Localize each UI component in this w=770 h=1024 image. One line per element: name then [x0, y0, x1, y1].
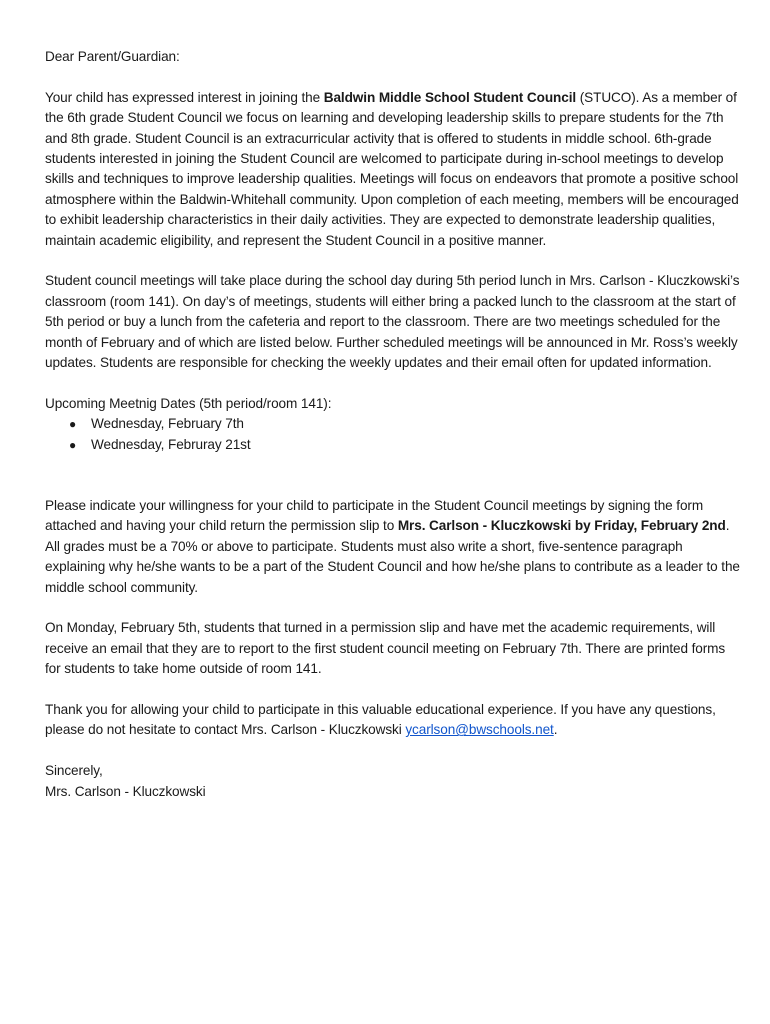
permission-text-end: . All grades must be a 70% or above to participate. Students must also write a short, five-sentence paragraph explaining why he/she wants to be a part of the Student Council and how he/she plans to contribute as a leader to the middle school community.	[45, 518, 740, 595]
thanks-text: Thank you for allowing your child to participate in this valuable educational experience. If you have any questions, please do not hesitate to contact Mrs. Carlson - Kluczkowski	[45, 701, 716, 738]
signature-name: Mrs. Carlson - Kluczkowski	[45, 783, 206, 799]
list-item	[45, 414, 740, 434]
contact-email-link[interactable]: ycarlson@bwschools.net	[405, 722, 554, 738]
meetings-paragraph: Student council meetings will take place during the school day during 5th period lunch in Mrs. Carlson - Kluczkowski’s classroom (room 141). On day’s of meetings, students will either bring a packed lunch to the classroom at the start of 5th period or buy a lunch from the cafeteria and report to the classroom. There are two meetings scheduled for the month of February and of which are listed below. Further scheduled meetings will be announced in Mr. Ross’s weekly updates. Students are responsible for checking the weekly updates and their email often for updated information.	[45, 273, 740, 371]
dates-heading: Upcoming Meetnig Dates (5th period/room 141):	[45, 395, 332, 411]
meeting-dates-list	[45, 414, 740, 455]
permission-deadline: Mrs. Carlson - Kluczkowski by Friday, February 2nd	[397, 518, 726, 534]
notification-paragraph: On Monday, February 5th, students that turned in a permission slip and have met the academic requirements, will receive an email that they are to report to the first student council meeting on February 7th. There are printed forms for students to take home outside of room 141.	[45, 620, 726, 677]
intro-text-start: Your child has expressed interest in joining the	[45, 89, 324, 105]
list-item	[45, 435, 740, 455]
meeting-date: Wednesday, Februray 21st	[91, 436, 251, 452]
thanks-paragraph	[45, 700, 740, 741]
intro-text-end: (STUCO). As a member of the 6th grade Student Council we focus on learning and developing leadership skills to prepare students for the 7th and 8th grade. Student Council is an extracurricular activity that is offered to students in middle school. 6th-grade students interested in joining the Student Council are welcomed to participate during in-school meetings to develop skills and techniques to improve leadership qualities. Meetings will focus on endeavors that promote a positive school atmosphere within the Baldwin-Whitehall community. Upon completion of each meeting, members will be encouraged to exhibit leadership characteristics in their daily activities. They are expected to demonstrate leadership qualities, maintain academic eligibility, and represent the Student Council in a positive manner.	[45, 89, 739, 248]
school-council-name: Baldwin Middle School Student Council	[323, 89, 577, 105]
salutation: Dear Parent/Guardian:	[45, 49, 180, 64]
thanks-text-end: .	[553, 722, 558, 738]
intro-paragraph	[45, 88, 740, 251]
permission-text-start: Please indicate your willingness for your child to participate in the Student Council meetings by signing the form attached and having your child return the permission slip to	[45, 497, 704, 534]
closing: Sincerely,	[45, 763, 103, 779]
meeting-date: Wednesday, February 7th	[91, 416, 244, 432]
bullet-icon: ●	[69, 437, 77, 452]
bullet-icon: ●	[69, 417, 77, 432]
permission-paragraph	[45, 496, 740, 598]
